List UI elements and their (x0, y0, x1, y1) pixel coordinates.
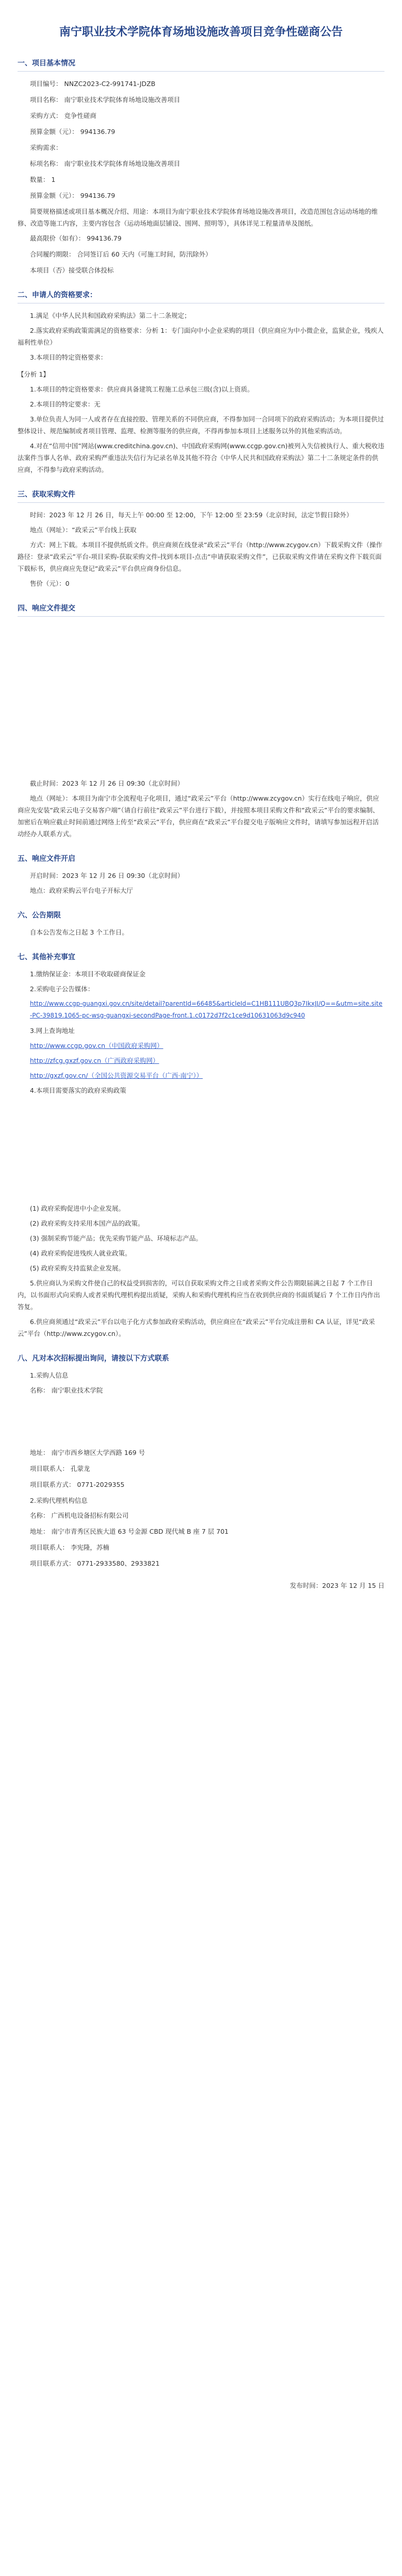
policy-note: 4.本项目需要落实的政府采购政策 (30, 1087, 126, 1094)
qualification-3: 3.本项目的特定资格要求： (30, 353, 107, 361)
document-price: 售价（元）：0 (30, 580, 70, 587)
specific-requirement-2: 2.本项目的特定要求：无 (30, 400, 100, 408)
section-4-heading: 四、响应文件提交 (18, 603, 384, 617)
qualification-2: 2.落实政府采购政策需满足的资格要求：分析 1：专门面向中小企业采购的项目（供应商应为中小微企业，监狱企业，残疾人福利性单位） (18, 327, 384, 346)
procurement-demand: 采购需求： (30, 144, 62, 151)
lot-quantity: 数量： 1 (30, 176, 56, 183)
section-7-heading: 七、其他补充事宜 (18, 953, 75, 961)
buyer-contact: 项目联系人： 孔蒙龙 (30, 1465, 90, 1472)
buyer-phone: 项目联系方式： 0771-2029355 (30, 1481, 125, 1488)
section-1-heading: 一、项目基本情况 (18, 58, 384, 72)
procurement-method: 采购方式： 竞争性磋商 (30, 112, 97, 120)
buyer-address: 地址： 南宁市西乡塘区大学西路 169 号 (30, 1449, 145, 1456)
buyer-name: 名称： 南宁职业技术学院 (30, 1386, 103, 1394)
max-price: 最高限价（如有）： 994136.79 (30, 234, 122, 242)
budget-amount: 预算金额（元）： 994136.79 (30, 128, 115, 135)
policy-item-3: (3) 强制采购节能产品；优先采购节能产品、环境标志产品。 (30, 1234, 203, 1242)
project-name: 项目名称： 南宁职业技术学院体育场地设施改善项目 (30, 96, 180, 104)
section-8-heading: 八、凡对本次招标提出询问，请按以下方式联系 (18, 1354, 169, 1363)
agent-phone: 项目联系方式： 0771-2933580、2933821 (30, 1560, 160, 1567)
specific-requirement-3: 3.单位负责人为同一人或者存在直接控股、管理关系的不同供应商，不得参加同一合同项下的政府采购活动；为本项目提供过整体设计、规范编制或者项目管理、监理、检测等服务的供应商，不得再参加本项目上述服务以外的其他采购活动。 (18, 415, 384, 435)
policy-item-2: (2) 政府采购支持采用本国产品的政策。 (30, 1219, 144, 1227)
specific-requirement-4: 4.对在“信用中国”网站(www.creditchina.gov.cn)、中国政府采购网(www.ccgp.gov.cn)被列入失信被执行人、重大税收违法案件当事人名单、政府采购严重违法失信行为记录名单及其他不符合《中华人民共和国政府采购法》第二十二条规定条件的供应商，不得参与政府采购活动。 (18, 442, 384, 473)
ccgp-link[interactable]: http://www.ccgp.gov.cn（中国政府采购网） (30, 1042, 163, 1049)
acquire-place: 地点（网址）：“政采云”平台线上获取 (30, 526, 137, 534)
section-5-heading: 五、响应文件开启 (18, 855, 75, 863)
deposit-note: 1.缴纳保证金：本项目不收取磋商保证金 (30, 970, 146, 978)
acquire-time: 时间：2023 年 12 月 26 日，每天上午 00:00 至 12:00，下午 12:00 至 23:59（北京时间，法定节假日除外） (30, 511, 353, 519)
project-brief: 简要规格描述或项目基本概况介绍、用途：本项目为南宁职业技术学院体育场地设施改善项目，改造范围包含运动场地的维修、改造等施工内容，主要内容包含（运动场地面层铺设、围网、照明等），具体详见工程量清单及图纸。 (18, 208, 378, 227)
consortium-note: 本项目（否）接受联合体投标 (30, 266, 114, 274)
section-3-heading: 三、获取采购文件 (18, 489, 384, 503)
analysis-tag: 【分析 1】 (18, 370, 49, 378)
submission-place: 地点（网址）：本项目为南宁市全流程电子化项目，通过“政采云”平台（http://www.zcygov.cn）实行在线电子响应，供应商应先安装“政采云电子交易客户端”（请自行前往“政采云”平台进行下载），并按照本项目采购文件和“政采云”平台的要求编制、加密后在响应截止时间前通过网络上传至“政采云”平台，供应商在“政采云”平台提交电子版响应文件时，请填写参加远程开启活动经办人联系方式。 (18, 794, 379, 838)
contract-period: 合同履约期限： 合同签订后 60 天内（可施工时间，防汛除外） (30, 250, 212, 258)
gx-zfcg-link[interactable]: http://zfcg.gxzf.gov.cn（广西政府采购网） (30, 1057, 159, 1064)
section-6-heading: 六、公告期限 (18, 911, 61, 920)
publish-date: 发布时间：2023 年 12 月 15 日 (290, 1582, 384, 1589)
agent-address: 地址： 南宁市青秀区民族大道 63 号金源 CBD 现代城 B 座 7 层 701 (30, 1528, 229, 1535)
qualification-1: 1.满足《中华人民共和国政府采购法》第二十二条规定； (30, 312, 191, 319)
public-resource-link[interactable]: http://gxzf.gov.cn/（全国公共资源交易平台（广西·南宁）） (30, 1072, 203, 1079)
section-2-heading: 二、申请人的资格要求： (18, 290, 384, 303)
query-address-label: 3.网上查询地址 (30, 1027, 75, 1035)
buyer-info-heading: 1.采购人信息 (30, 1371, 69, 1379)
opening-time: 开启时间：2023 年 12 月 26 日 09:30（北京时间） (30, 872, 184, 879)
page-title: 南宁职业技术学院体育场地设施改善项目竞争性磋商公告 (59, 26, 343, 39)
ca-note: 6.供应商须通过“政采云”平台以电子化方式参加政府采购活动，供应商应在“政采云”平台完成注册和 CA 认证，详见“政采云”平台（http://www.zcygov.cn）。 (18, 1318, 375, 1337)
notice-period: 自本公告发布之日起 3 个工作日。 (30, 928, 128, 936)
agent-info-heading: 2.采购代理机构信息 (30, 1497, 88, 1504)
lot-name: 标项名称： 南宁职业技术学院体育场地设施改善项目 (30, 160, 180, 167)
project-number: 项目编号： NNZC2023-C2-991741-JDZB (30, 80, 156, 88)
policy-item-1: (1) 政府采购促进中小企业发展。 (30, 1205, 125, 1212)
media-link[interactable]: http://www.ccgp-guangxi.gov.cn/site/detail?parentId=66485&articleId=C1HB111UBQ3p7IkxJJ/Q==&utm=site.site-PC-39819.1065-pc-wsg-guangxi-secondPage-front.1.c0172d7f2c1ce9d10631063d9c940 (30, 1000, 383, 1019)
policy-item-4: (4) 政府采购促进残疾人就业政策。 (30, 1249, 131, 1257)
agent-name: 名称： 广西机电设备招标有限公司 (30, 1512, 129, 1519)
acquire-method: 方式：网上下载。本项目不提供纸质文件。供应商须在线登录“政采云”平台（http://www.zcygov.cn）下载采购文件（操作路径：登录“政采云”平台-项目采购-获取采购文件-找到本项目-点击“申请获取采购文件”，已获取采购文件请在采购文件下载页面下载标书，供应商应先登记“政采云”平台供应商身份信息。 (18, 541, 382, 572)
media-note: 2.采购电子公告媒体： (30, 985, 94, 993)
agent-contact: 项目联系人： 李宪隆，苏楠 (30, 1544, 110, 1551)
submission-deadline: 截止时间：2023 年 12 月 26 日 09:30（北京时间） (30, 779, 184, 787)
policy-item-5: (5) 政府采购支持监狱企业发展。 (30, 1264, 125, 1272)
lot-budget: 预算金额（元）： 994136.79 (30, 192, 115, 199)
specific-requirement-1: 1.本项目的特定资格要求：供应商具备建筑工程施工总承包三级(含)以上资质。 (30, 385, 254, 393)
complaint-note: 5.供应商认为采购文件使自己的权益受到损害的，可以自获取采购文件之日或者采购文件公告期限届满之日起 7 个工作日内，以书面形式向采购人或者采购代理机构提出质疑，采购人和采购代理机构应当在收到供应商的书面质疑后 7 个工作日内作出答复。 (18, 1279, 380, 1311)
opening-place: 地点：政府采购云平台电子开标大厅 (30, 887, 133, 894)
